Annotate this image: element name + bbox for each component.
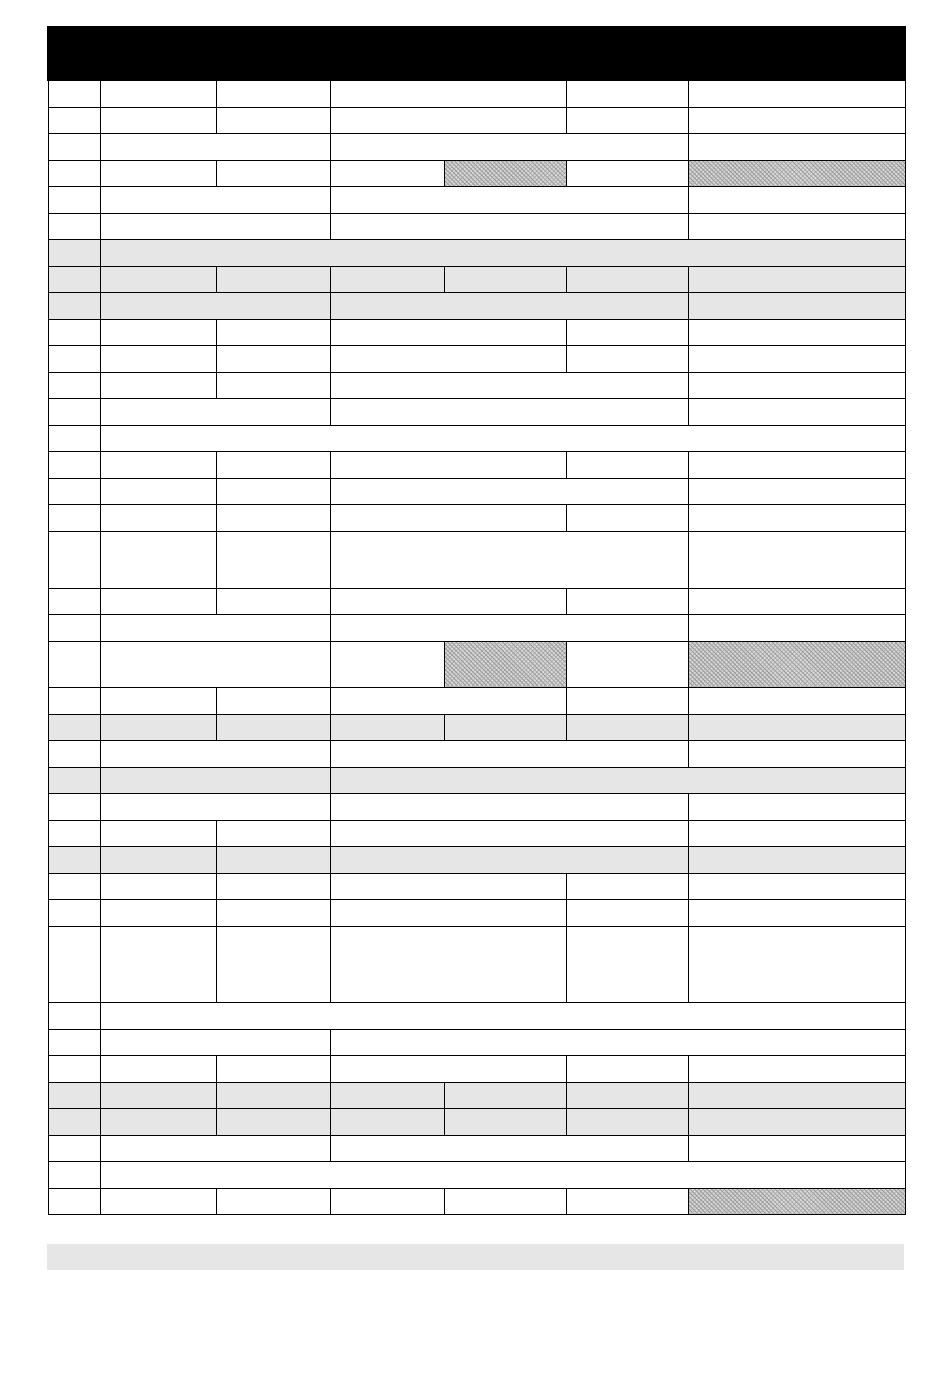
form-cell [688, 398, 905, 425]
table-row [48, 451, 905, 478]
form-cell [330, 107, 566, 133]
form-cell [566, 266, 688, 292]
hatched-cell [688, 714, 905, 740]
form-cell [100, 873, 216, 899]
row-number-cell [48, 1002, 100, 1029]
table-row [48, 687, 905, 714]
form-cell [216, 1055, 330, 1082]
form-cell [688, 80, 905, 107]
form-cell [216, 319, 330, 345]
row-number-cell [48, 292, 100, 319]
row-number-cell [48, 873, 100, 899]
form-cell [688, 345, 905, 372]
form-cell [330, 873, 566, 899]
table-row [48, 160, 905, 186]
table-row [48, 372, 905, 398]
row-number-cell [48, 398, 100, 425]
form-cell [100, 478, 216, 504]
form-cell [330, 398, 688, 425]
table-row [48, 820, 905, 846]
form-cell [330, 345, 566, 372]
table-row [48, 133, 905, 160]
form-cell [100, 372, 216, 398]
table-row [48, 319, 905, 345]
form-cell [330, 478, 688, 504]
form-cell [100, 846, 216, 873]
form-cell [100, 899, 216, 926]
form-cell [688, 873, 905, 899]
form-cell [330, 641, 444, 687]
form-cell [100, 740, 330, 767]
form-cell [688, 372, 905, 398]
table-row [48, 846, 905, 873]
table-row [48, 1135, 905, 1161]
row-number-cell [48, 687, 100, 714]
form-cell [688, 899, 905, 926]
form-cell [330, 504, 566, 531]
row-number-cell [48, 1188, 100, 1214]
form-cell [330, 133, 688, 160]
form-cell [688, 588, 905, 614]
form-cell [216, 451, 330, 478]
form-cell [566, 641, 688, 687]
form-cell [100, 926, 216, 1002]
table-row [48, 398, 905, 425]
form-cell [688, 186, 905, 213]
form-cell [566, 319, 688, 345]
form-cell [688, 614, 905, 641]
form-cell [216, 345, 330, 372]
form-cell [330, 451, 566, 478]
row-number-cell [48, 133, 100, 160]
table-row [48, 767, 905, 793]
form-cell [330, 740, 688, 767]
form-cell [100, 107, 216, 133]
hatched-cell [688, 1188, 905, 1214]
table-row [48, 213, 905, 239]
row-number-cell [48, 614, 100, 641]
table-row [48, 107, 905, 133]
form-cell [100, 80, 216, 107]
form-cell [216, 266, 330, 292]
table-row [48, 1188, 905, 1214]
form-cell [100, 641, 330, 687]
form-cell [216, 1108, 330, 1135]
table-row [48, 478, 905, 504]
hatched-cell [444, 266, 566, 292]
form-cell [330, 1135, 688, 1161]
form-cell [100, 319, 216, 345]
form-cell [100, 425, 905, 451]
hatched-cell [444, 641, 566, 687]
form-cell [330, 1082, 444, 1108]
hatched-cell [688, 266, 905, 292]
form-cell [566, 1188, 688, 1214]
hatched-cell [444, 1108, 566, 1135]
form-cell [100, 714, 216, 740]
form-cell [330, 292, 688, 319]
table-row [48, 714, 905, 740]
table-row [48, 614, 905, 641]
form-cell [444, 1188, 566, 1214]
form-cell [688, 451, 905, 478]
form-cell [330, 1108, 444, 1135]
form-cell [566, 451, 688, 478]
header-cell-left [48, 27, 566, 80]
form-cell [330, 1055, 566, 1082]
form-cell [566, 1108, 688, 1135]
form-cell [566, 160, 688, 186]
form-cell [216, 846, 330, 873]
table-row [48, 1108, 905, 1135]
form-cell [216, 80, 330, 107]
row-number-cell [48, 1108, 100, 1135]
form-cell [216, 588, 330, 614]
form-cell [100, 793, 330, 820]
table-row [48, 1082, 905, 1108]
row-number-cell [48, 740, 100, 767]
table-row [48, 1161, 905, 1188]
form-cell [100, 767, 330, 793]
form-cell [330, 588, 566, 614]
form-cell [688, 846, 905, 873]
hatched-cell [444, 1082, 566, 1108]
form-cell [216, 478, 330, 504]
form-cell [566, 1082, 688, 1108]
form-cell [216, 1188, 330, 1214]
row-number-cell [48, 899, 100, 926]
form-cell [216, 107, 330, 133]
form-cell [216, 372, 330, 398]
form-cell [100, 1135, 330, 1161]
form-cell [330, 372, 688, 398]
table-row [48, 926, 905, 1002]
form-cell [330, 846, 688, 873]
row-number-cell [48, 239, 100, 266]
form-cell [216, 899, 330, 926]
form-cell [566, 80, 688, 107]
table-row [48, 239, 905, 266]
table-row [48, 588, 905, 614]
form-cell [688, 793, 905, 820]
table-row [48, 1055, 905, 1082]
table-row [48, 425, 905, 451]
form-cell [566, 107, 688, 133]
row-number-cell [48, 372, 100, 398]
table-row [48, 531, 905, 588]
row-number-cell [48, 160, 100, 186]
form-cell [216, 531, 330, 588]
hatched-cell [444, 714, 566, 740]
table-row [48, 1002, 905, 1029]
form-cell [330, 820, 688, 846]
form-cell [100, 292, 330, 319]
row-number-cell [48, 1161, 100, 1188]
table-row [48, 641, 905, 687]
row-number-cell [48, 846, 100, 873]
table-row [48, 873, 905, 899]
form-cell [100, 451, 216, 478]
row-number-cell [48, 107, 100, 133]
table-row [48, 80, 905, 107]
form-cell [330, 899, 566, 926]
form-cell [100, 531, 216, 588]
row-number-cell [48, 451, 100, 478]
row-number-cell [48, 319, 100, 345]
form-cell [566, 926, 688, 1002]
table-row [48, 292, 905, 319]
row-number-cell [48, 425, 100, 451]
form-cell [566, 1055, 688, 1082]
form-cell [330, 926, 566, 1002]
form-cell [216, 873, 330, 899]
row-number-cell [48, 1135, 100, 1161]
form-cell [100, 1108, 216, 1135]
table-row [48, 504, 905, 531]
header-row [48, 27, 905, 80]
form-cell [330, 793, 688, 820]
form-cell [688, 531, 905, 588]
form-cell [216, 820, 330, 846]
row-number-cell [48, 588, 100, 614]
form-cell [688, 820, 905, 846]
form-cell [688, 926, 905, 1002]
form-cell [330, 186, 688, 213]
table-row [48, 186, 905, 213]
form-cell [566, 687, 688, 714]
table-row [48, 793, 905, 820]
row-number-cell [48, 820, 100, 846]
form-cell [566, 588, 688, 614]
table-row [48, 899, 905, 926]
table-row [48, 345, 905, 372]
form-cell [100, 186, 330, 213]
row-number-cell [48, 531, 100, 588]
form-cell [688, 133, 905, 160]
form-cell [688, 1135, 905, 1161]
form-cell [330, 531, 688, 588]
form-cell [100, 588, 216, 614]
table-row [48, 740, 905, 767]
form-cell [688, 687, 905, 714]
form-cell [330, 614, 688, 641]
row-number-cell [48, 345, 100, 372]
form-cell [100, 213, 330, 239]
row-number-cell [48, 714, 100, 740]
row-number-cell [48, 926, 100, 1002]
header-cell-right [566, 27, 905, 80]
hatched-cell [444, 160, 566, 186]
row-number-cell [48, 504, 100, 531]
row-number-cell [48, 478, 100, 504]
row-number-cell [48, 213, 100, 239]
hatched-cell [688, 1108, 905, 1135]
form-cell [566, 504, 688, 531]
form-cell [688, 107, 905, 133]
form-cell [100, 1161, 905, 1188]
row-number-cell [48, 1055, 100, 1082]
form-table [47, 26, 906, 1215]
form-cell [688, 740, 905, 767]
form-cell [216, 1082, 330, 1108]
form-cell [216, 160, 330, 186]
form-cell [100, 1002, 905, 1029]
form-cell [566, 873, 688, 899]
form-cell [330, 714, 444, 740]
row-number-cell [48, 1029, 100, 1055]
form-cell [100, 687, 216, 714]
form-cell [330, 319, 566, 345]
form-cell [100, 1082, 216, 1108]
form-cell [216, 926, 330, 1002]
form-cell [100, 1055, 216, 1082]
table-row [48, 1029, 905, 1055]
row-number-cell [48, 641, 100, 687]
form-cell [330, 160, 444, 186]
form-cell [688, 504, 905, 531]
form-cell [100, 133, 330, 160]
form-cell [330, 266, 444, 292]
form-cell [216, 687, 330, 714]
form-cell [330, 80, 566, 107]
form-cell [330, 1188, 444, 1214]
footer-band [47, 1244, 904, 1270]
form-cell [688, 292, 905, 319]
form-cell [100, 614, 330, 641]
form-cell [100, 160, 216, 186]
form-cell [100, 1029, 330, 1055]
row-number-cell [48, 80, 100, 107]
form-cell [216, 504, 330, 531]
form-cell [330, 213, 688, 239]
form-cell [330, 687, 566, 714]
form-cell [100, 239, 905, 266]
form-cell [330, 767, 905, 793]
form-cell [688, 478, 905, 504]
table-row [48, 266, 905, 292]
form-cell [100, 345, 216, 372]
form-cell [100, 1188, 216, 1214]
form-cell [330, 1029, 905, 1055]
row-number-cell [48, 186, 100, 213]
form-cell [688, 1055, 905, 1082]
form-cell [100, 820, 216, 846]
form-cell [688, 213, 905, 239]
form-cell [100, 398, 330, 425]
hatched-cell [688, 1082, 905, 1108]
hatched-cell [688, 641, 905, 687]
row-number-cell [48, 767, 100, 793]
form-cell [100, 504, 216, 531]
row-number-cell [48, 266, 100, 292]
row-number-cell [48, 1082, 100, 1108]
form-cell [100, 266, 216, 292]
form-cell [566, 345, 688, 372]
form-cell [566, 899, 688, 926]
row-number-cell [48, 793, 100, 820]
form-cell [688, 319, 905, 345]
hatched-cell [688, 160, 905, 186]
form-table-body [48, 80, 905, 1214]
form-cell [566, 714, 688, 740]
form-table-header [48, 27, 905, 80]
form-cell [216, 714, 330, 740]
